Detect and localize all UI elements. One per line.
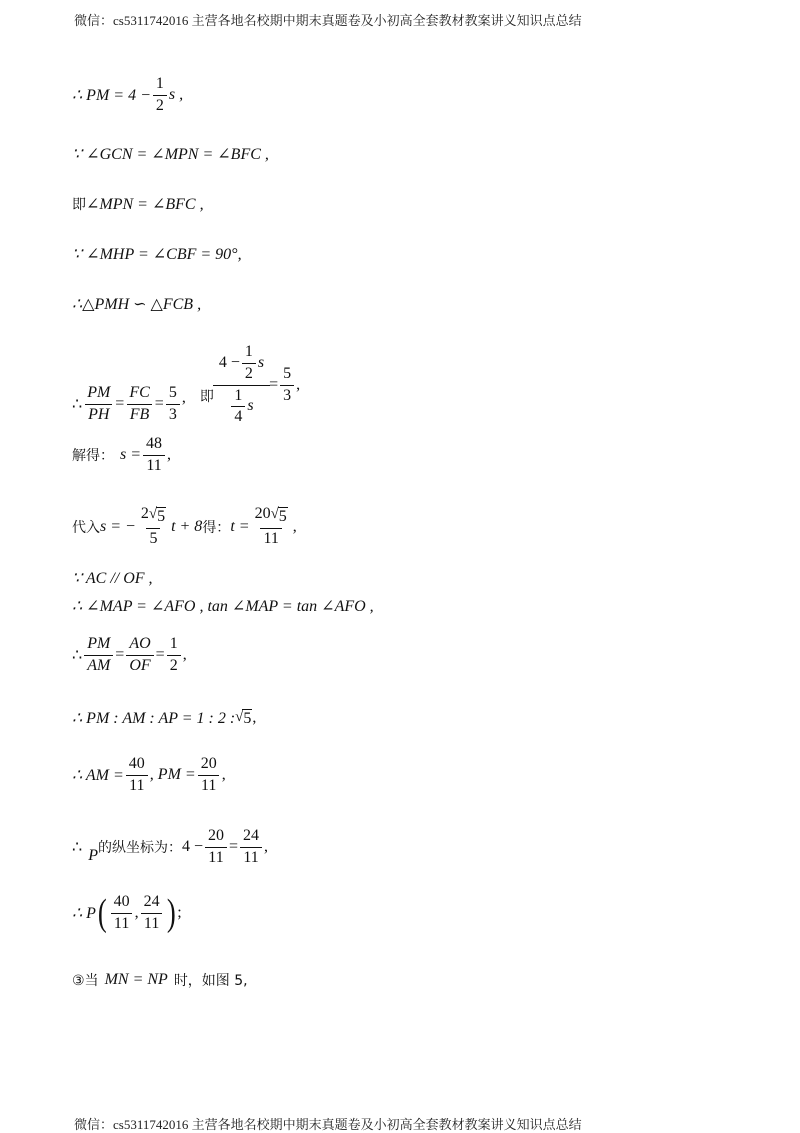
numerator: 24 bbox=[143, 893, 160, 910]
eq-comma: , bbox=[167, 446, 172, 464]
eq-text: t = bbox=[230, 517, 250, 535]
fraction bbox=[240, 828, 262, 867]
denominator: 11 bbox=[141, 913, 162, 933]
numerator: PM bbox=[87, 383, 111, 401]
eq-sign: = bbox=[115, 395, 125, 413]
fraction bbox=[84, 636, 113, 675]
fraction bbox=[231, 388, 245, 427]
fraction bbox=[205, 828, 227, 867]
numerator: 1 bbox=[244, 343, 253, 360]
radicand: 5 bbox=[243, 709, 252, 727]
numerator: 40 bbox=[113, 893, 130, 910]
denominator bbox=[213, 385, 270, 427]
numerator: 48 bbox=[146, 435, 163, 452]
denominator: 4 bbox=[231, 406, 245, 426]
cn-text: 即 bbox=[199, 389, 214, 406]
numerator bbox=[138, 506, 169, 528]
coef: 2 bbox=[140, 505, 149, 522]
fraction bbox=[252, 506, 291, 547]
denominator: 11 bbox=[111, 913, 132, 933]
denominator: 11 bbox=[143, 455, 164, 475]
fraction bbox=[84, 385, 113, 424]
denominator: 2 bbox=[167, 655, 181, 675]
numerator bbox=[252, 506, 291, 528]
equation-ratio bbox=[72, 344, 300, 426]
eq-text: 4 − bbox=[218, 353, 240, 371]
fraction bbox=[126, 636, 153, 675]
numerator: 1 bbox=[169, 635, 178, 652]
eq-comma: , bbox=[296, 376, 301, 394]
eq-sign: = bbox=[154, 395, 164, 413]
eq-text: ∠MPN = ∠BFC , bbox=[86, 196, 204, 213]
denominator: 11 bbox=[240, 847, 261, 867]
equation-ratio-3 bbox=[72, 708, 256, 728]
sqrt: √ 5 bbox=[148, 506, 166, 525]
fraction bbox=[153, 76, 167, 115]
eq-text: 4 − bbox=[181, 838, 203, 856]
left-paren: ( bbox=[97, 892, 107, 935]
cn-text: 解得： bbox=[72, 448, 114, 465]
numerator: 1 bbox=[234, 386, 243, 404]
eq-sign: = bbox=[269, 376, 279, 394]
equation-am-pm bbox=[72, 756, 226, 795]
eq-comma: , bbox=[181, 389, 186, 407]
sqrt: √ 5 bbox=[270, 506, 287, 525]
equation-parallel: ∵ AC // OF , bbox=[72, 570, 153, 587]
page-footer: 微信：cs5311742016 主营各地名校期中期末真题卷及小初高全套教材教案讲义知识点总结 bbox=[74, 1117, 582, 1132]
eq-text: ∴ bbox=[72, 839, 83, 857]
eq-text: MN = NP bbox=[104, 971, 168, 988]
eq-comma: , bbox=[221, 766, 226, 784]
eq-text: ∴ bbox=[72, 396, 83, 414]
fraction bbox=[198, 756, 220, 795]
cn-text: 代入 bbox=[72, 519, 100, 536]
cn-text: 时，如图 5, bbox=[173, 973, 248, 989]
fraction bbox=[126, 756, 148, 795]
denominator: 2 bbox=[242, 363, 256, 383]
cn-text: 得： bbox=[202, 519, 231, 536]
fraction bbox=[111, 894, 133, 933]
var: s bbox=[257, 353, 265, 371]
fraction bbox=[242, 344, 256, 383]
fraction bbox=[280, 366, 294, 405]
numerator: 5 bbox=[283, 364, 292, 382]
page-header: 微信：cs5311742016 主营各地名校期中期末真题卷及小初高全套教材教案讲义知识点总结 bbox=[74, 13, 582, 28]
eq-comma: , bbox=[264, 838, 269, 856]
numerator: 40 bbox=[128, 755, 145, 772]
eq-text: s = bbox=[120, 446, 142, 464]
fraction bbox=[126, 385, 152, 424]
eq-comma: , bbox=[292, 517, 297, 535]
equation-angle-equal bbox=[72, 194, 204, 214]
cn-text: 的纵坐标为： bbox=[97, 840, 182, 857]
denominator: 3 bbox=[166, 404, 180, 424]
eq-text: ∴ PM : AM : AP = 1 : 2 : bbox=[72, 710, 236, 727]
equation-solve-s bbox=[72, 436, 171, 475]
case-three bbox=[72, 970, 248, 990]
denominator: 11 bbox=[205, 847, 226, 867]
denominator: 11 bbox=[198, 775, 219, 795]
denominator: 2 bbox=[153, 95, 167, 115]
fraction bbox=[141, 894, 163, 933]
eq-comma: , bbox=[252, 709, 257, 726]
cn-text: ③当 bbox=[72, 973, 99, 989]
numerator: 24 bbox=[243, 827, 260, 844]
coef: 20 bbox=[254, 505, 271, 522]
numerator: 1 bbox=[155, 75, 164, 92]
var: s bbox=[247, 397, 254, 415]
radicand: 5 bbox=[278, 508, 287, 525]
eq-text: ∴ bbox=[72, 647, 83, 665]
equation-pm bbox=[72, 76, 183, 115]
right-paren: ) bbox=[166, 892, 176, 935]
eq-text: s , bbox=[168, 86, 184, 104]
equation-p-coordinates bbox=[72, 894, 182, 933]
eq-sign: = bbox=[229, 838, 239, 856]
denominator: 11 bbox=[260, 528, 281, 548]
eq-text: s = − bbox=[100, 517, 136, 535]
equation-right-angles: ∵ ∠MHP = ∠CBF = 90°, bbox=[72, 246, 242, 263]
numerator: FC bbox=[129, 383, 150, 401]
numerator: PM bbox=[87, 635, 111, 652]
eq-sign: = bbox=[155, 646, 165, 664]
numerator: 5 bbox=[168, 383, 177, 401]
sqrt: √ 5 bbox=[235, 708, 252, 727]
denominator: PH bbox=[85, 404, 112, 424]
equation-substitute bbox=[72, 506, 297, 547]
eq-text: , PM = bbox=[149, 766, 196, 784]
denominator: OF bbox=[126, 655, 153, 675]
equation-similar: ∴△PMH ∽ △FCB , bbox=[72, 296, 202, 313]
fraction bbox=[167, 636, 181, 675]
denominator: AM bbox=[84, 655, 113, 675]
denominator: FB bbox=[127, 404, 153, 424]
numerator: 20 bbox=[200, 755, 217, 772]
eq-text: ∴ PM = 4 − bbox=[72, 87, 151, 105]
eq-semicolon: ; bbox=[177, 904, 182, 922]
equation-angles: ∵ ∠GCN = ∠MPN = ∠BFC , bbox=[72, 146, 269, 163]
denominator: 3 bbox=[280, 385, 294, 405]
eq-text: t + 8 bbox=[171, 517, 203, 535]
denominator: 5 bbox=[146, 528, 160, 548]
numerator bbox=[216, 344, 267, 385]
numerator: 20 bbox=[208, 827, 224, 844]
var: P bbox=[88, 847, 98, 865]
fraction bbox=[138, 506, 169, 547]
numerator: AO bbox=[129, 635, 151, 652]
eq-sign: = bbox=[115, 646, 125, 664]
eq-comma: , bbox=[134, 904, 139, 922]
eq-comma: , bbox=[182, 646, 187, 664]
equation-tan: ∴ ∠MAP = ∠AFO , tan ∠MAP = tan ∠AFO , bbox=[72, 598, 374, 615]
eq-text: ∴ AM = bbox=[72, 767, 124, 785]
eq-text: ∴ P bbox=[72, 905, 96, 923]
fraction bbox=[166, 385, 180, 424]
equation-ratio-2 bbox=[72, 636, 187, 675]
denominator: 11 bbox=[126, 775, 147, 795]
fraction bbox=[143, 436, 165, 475]
cn-text: 即 bbox=[72, 197, 86, 213]
radicand: 5 bbox=[157, 508, 166, 525]
equation-p-ordinate bbox=[72, 828, 268, 867]
complex-fraction bbox=[216, 344, 267, 426]
